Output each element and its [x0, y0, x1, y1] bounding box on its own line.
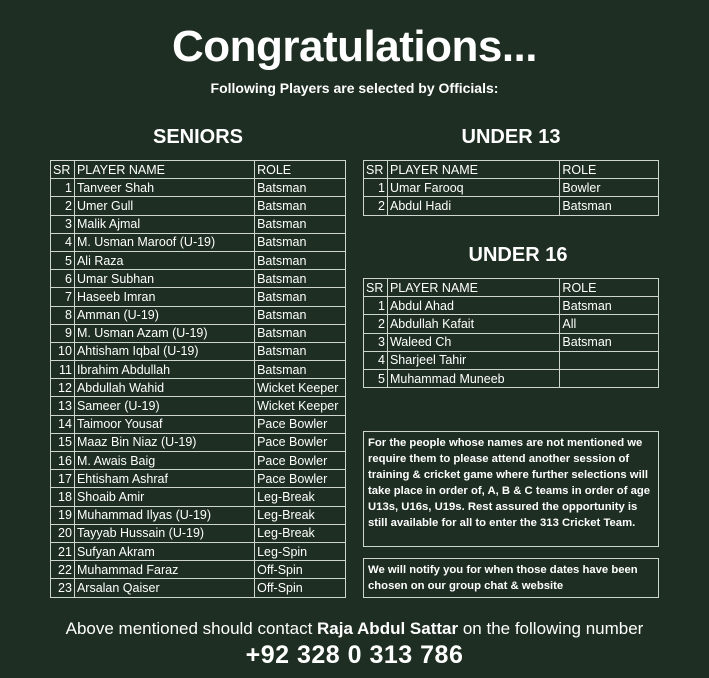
notify-note: We will notify you for when those dates have been chosen on our group chat & website [363, 558, 659, 598]
player-name-column-header: PLAYER NAME [387, 161, 559, 179]
player-name-cell: Muhammad Ilyas (U-19) [74, 506, 254, 524]
sr-cell: 4 [364, 351, 388, 369]
sr-cell: 5 [364, 369, 388, 387]
sr-cell: 13 [51, 397, 75, 415]
table-row [364, 333, 659, 351]
table-row [51, 324, 346, 342]
player-name-cell: Sameer (U-19) [74, 397, 254, 415]
table-row [51, 506, 346, 524]
sr-cell: 11 [51, 361, 75, 379]
role-cell: Wicket Keeper [255, 379, 346, 397]
sr-cell: 1 [51, 179, 75, 197]
player-name-cell: Malik Ajmal [74, 215, 254, 233]
player-name-cell: Ibrahim Abdullah [74, 361, 254, 379]
player-name-cell: Muhammad Faraz [74, 561, 254, 579]
role-cell: Off-Spin [255, 579, 346, 597]
sr-cell: 2 [364, 197, 388, 215]
table-row [51, 452, 346, 470]
player-name-column-header: PLAYER NAME [387, 279, 559, 297]
page-title: Congratulations... [172, 22, 537, 71]
sr-cell: 3 [51, 215, 75, 233]
role-cell: Batsman [255, 324, 346, 342]
sr-cell: 5 [51, 251, 75, 269]
role-cell: Batsman [255, 288, 346, 306]
role-cell: Leg-Break [255, 506, 346, 524]
role-cell: Batsman [255, 306, 346, 324]
table-row [51, 433, 346, 451]
sr-cell: 14 [51, 415, 75, 433]
sr-cell: 23 [51, 579, 75, 597]
role-cell: Pace Bowler [255, 470, 346, 488]
role-cell: Off-Spin [255, 561, 346, 579]
table-row [364, 369, 659, 387]
table-row [51, 270, 346, 288]
table-row [51, 524, 346, 542]
sr-cell: 18 [51, 488, 75, 506]
page-subtitle: Following Players are selected by Officials: [210, 80, 499, 96]
player-name-cell: Abdul Hadi [387, 197, 559, 215]
role-cell [560, 351, 659, 369]
player-name-cell: M. Awais Baig [74, 452, 254, 470]
role-cell: Batsman [255, 342, 346, 360]
player-name-cell: Sharjeel Tahir [387, 351, 559, 369]
player-name-cell: Abdullah Wahid [74, 379, 254, 397]
role-cell: Batsman [560, 333, 659, 351]
player-name-cell: Waleed Ch [387, 333, 559, 351]
table-row [51, 342, 346, 360]
table-row [364, 179, 659, 197]
player-name-cell: Ali Raza [74, 251, 254, 269]
player-name-cell: M. Usman Azam (U-19) [74, 324, 254, 342]
contact-line [0, 619, 709, 639]
sr-column-header: SR [364, 279, 388, 297]
sr-cell: 7 [51, 288, 75, 306]
sr-cell: 12 [51, 379, 75, 397]
player-name-cell: Taimoor Yousaf [74, 415, 254, 433]
contact-prefix: Above mentioned should contact [65, 619, 313, 638]
sr-cell: 3 [364, 333, 388, 351]
player-name-cell: Umer Gull [74, 197, 254, 215]
player-name-cell: Haseeb Imran [74, 288, 254, 306]
sr-cell: 9 [51, 324, 75, 342]
sr-cell: 6 [51, 270, 75, 288]
sr-cell: 10 [51, 342, 75, 360]
role-cell [560, 369, 659, 387]
role-cell: Batsman [255, 270, 346, 288]
role-cell: Batsman [255, 361, 346, 379]
seniors-table [50, 160, 346, 598]
role-cell: All [560, 315, 659, 333]
sr-cell: 22 [51, 561, 75, 579]
sr-cell: 2 [51, 197, 75, 215]
phone-number: +92 328 0 313 786 [245, 641, 464, 669]
table-row [364, 351, 659, 369]
table-row [51, 470, 346, 488]
table-row [51, 561, 346, 579]
role-column-header: ROLE [560, 161, 659, 179]
table-row [364, 297, 659, 315]
contact-suffix: on the following number [462, 619, 644, 638]
role-cell: Pace Bowler [255, 433, 346, 451]
sr-column-header: SR [51, 161, 75, 179]
player-name-cell: Tayyab Hussain (U-19) [74, 524, 254, 542]
table-row [51, 306, 346, 324]
player-name-cell: M. Usman Maroof (U-19) [74, 233, 254, 251]
role-cell: Batsman [255, 197, 346, 215]
table-row [364, 315, 659, 333]
role-cell: Pace Bowler [255, 452, 346, 470]
sr-cell: 1 [364, 297, 388, 315]
player-name-cell: Maaz Bin Niaz (U-19) [74, 433, 254, 451]
role-column-header: ROLE [255, 161, 346, 179]
table-row [51, 542, 346, 560]
table-row [51, 379, 346, 397]
role-cell: Pace Bowler [255, 415, 346, 433]
player-name-cell: Abdullah Kafait [387, 315, 559, 333]
sr-cell: 16 [51, 452, 75, 470]
table-header-row [364, 161, 659, 179]
sr-cell: 21 [51, 542, 75, 560]
sr-cell: 17 [51, 470, 75, 488]
sr-cell: 20 [51, 524, 75, 542]
under13-table [363, 160, 659, 216]
role-cell: Leg-Break [255, 524, 346, 542]
player-name-cell: Umar Subhan [74, 270, 254, 288]
player-name-cell: Muhammad Muneeb [387, 369, 559, 387]
role-cell: Batsman [255, 179, 346, 197]
role-cell: Wicket Keeper [255, 397, 346, 415]
sr-cell: 4 [51, 233, 75, 251]
table-row [51, 215, 346, 233]
sr-cell: 8 [51, 306, 75, 324]
player-name-cell: Abdul Ahad [387, 297, 559, 315]
session-note: For the people whose names are not mentioned we require them to please attend another session of training & cricket game where further selections will take place in order of, A, B & C teams in order of age U13s, U16s, U19s. Rest assured the opportunity is still available for all to enter the 313 Cricket Team. [363, 431, 659, 547]
sr-column-header: SR [364, 161, 388, 179]
table-row [51, 415, 346, 433]
table-row [51, 251, 346, 269]
player-name-cell: Sufyan Akram [74, 542, 254, 560]
player-name-cell: Tanveer Shah [74, 179, 254, 197]
role-cell: Batsman [255, 215, 346, 233]
sr-cell: 19 [51, 506, 75, 524]
table-header-row [51, 161, 346, 179]
role-cell: Batsman [560, 297, 659, 315]
table-row [51, 488, 346, 506]
player-name-cell: Umar Farooq [387, 179, 559, 197]
table-row [51, 233, 346, 251]
table-row [51, 361, 346, 379]
table-row [51, 579, 346, 597]
role-cell: Batsman [255, 233, 346, 251]
table-header-row [364, 279, 659, 297]
table-row [51, 179, 346, 197]
player-name-column-header: PLAYER NAME [74, 161, 254, 179]
sr-cell: 1 [364, 179, 388, 197]
player-name-cell: Ehtisham Ashraf [74, 470, 254, 488]
role-cell: Bowler [560, 179, 659, 197]
player-name-cell: Ahtisham Iqbal (U-19) [74, 342, 254, 360]
player-name-cell: Amman (U-19) [74, 306, 254, 324]
table-row [51, 288, 346, 306]
seniors-heading: SENIORS [152, 126, 244, 148]
table-row [364, 197, 659, 215]
role-cell: Batsman [560, 197, 659, 215]
table-row [51, 397, 346, 415]
sr-cell: 15 [51, 433, 75, 451]
role-cell: Batsman [255, 251, 346, 269]
table-row [51, 197, 346, 215]
under16-heading: UNDER 16 [468, 244, 568, 266]
contact-name: Raja Abdul Sattar [317, 619, 459, 638]
role-cell: Leg-Break [255, 488, 346, 506]
sr-cell: 2 [364, 315, 388, 333]
under13-heading: UNDER 13 [461, 126, 561, 148]
role-cell: Leg-Spin [255, 542, 346, 560]
under16-table [363, 278, 659, 388]
player-name-cell: Arsalan Qaiser [74, 579, 254, 597]
role-column-header: ROLE [560, 279, 659, 297]
player-name-cell: Shoaib Amir [74, 488, 254, 506]
